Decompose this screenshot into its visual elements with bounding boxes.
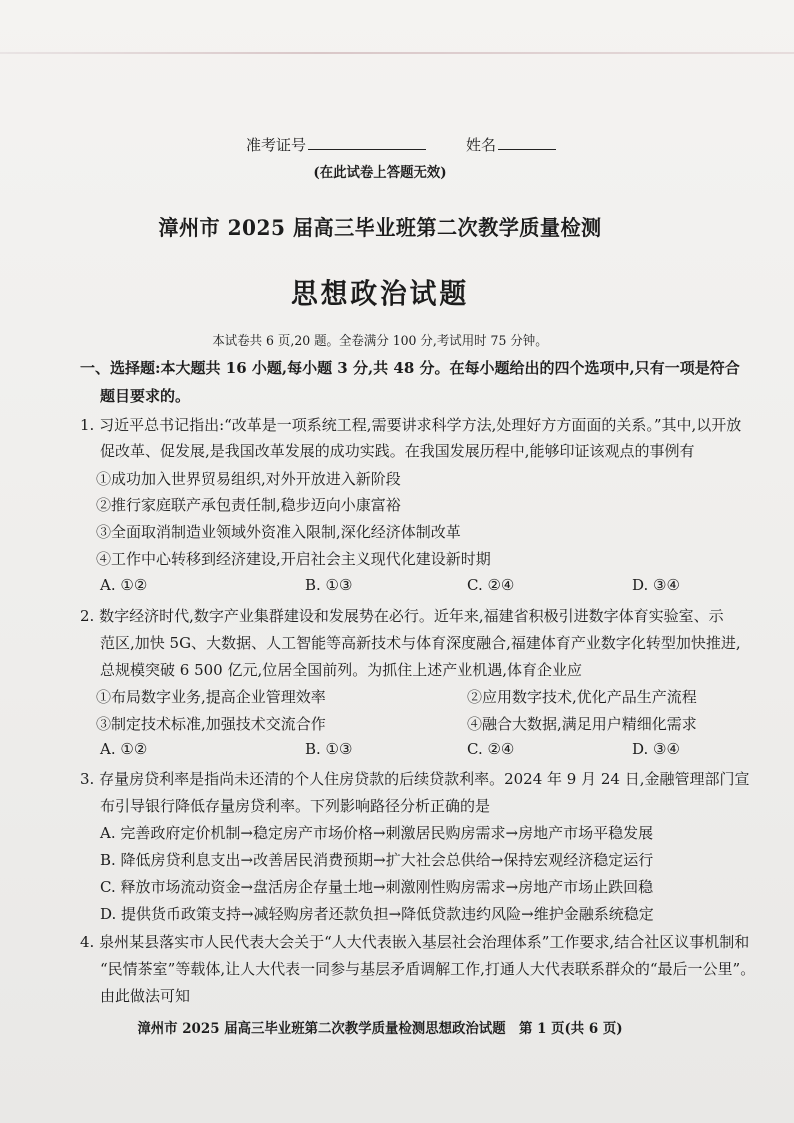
q2-statement-3: ③制定技术标准,加强技术交流合作 — [96, 715, 326, 733]
name-blank — [498, 135, 556, 150]
q4-stem-line3: 由此做法可知 — [100, 987, 191, 1005]
candidate-info-line — [246, 134, 556, 155]
page-top-edge — [0, 52, 794, 54]
q4-stem-line1: 4. 泉州某县落实市人民代表大会关于“人大代表嵌入基层社会治理体系”工作要求,结合社区议事机制和 — [80, 933, 750, 951]
exam-id-label: 准考证号 — [246, 136, 307, 154]
q2-statement-2: ②应用数字技术,优化产品生产流程 — [467, 688, 697, 706]
q3-option-b: B. 降低房贷利息支出→改善居民消费预期→扩大社会总供给→保持宏观经济稳定运行 — [100, 851, 654, 869]
q3-stem-line2: 布引导银行降低存量房贷利率。下列影响路径分析正确的是 — [100, 797, 491, 815]
exam-id-blank — [308, 135, 426, 150]
answer-notice: (在此试卷上答题无效) — [313, 165, 447, 181]
name-label: 姓名 — [466, 136, 497, 154]
q1-option-d: D. ③④ — [632, 576, 680, 594]
q1-stem-line2: 促改革、促发展,是我国改革发展的成功实践。在我国发展历程中,能够印证该观点的事例有 — [100, 442, 695, 460]
q2-option-d: D. ③④ — [632, 740, 680, 758]
q2-option-a: A. ①② — [100, 740, 148, 758]
q1-statement-2: ②推行家庭联产承包责任制,稳步迈向小康富裕 — [96, 496, 401, 514]
q2-option-c: C. ②④ — [467, 740, 515, 758]
q3-option-d: D. 提供货币政策支持→减轻购房者还款负担→降低贷款违约风险→维护金融系统稳定 — [100, 905, 654, 923]
q1-option-b: B. ①③ — [305, 576, 353, 594]
section-heading-line2: 题目要求的。 — [100, 387, 191, 405]
q1-stem-line1: 1. 习近平总书记指出:“改革是一项系统工程,需要讲求科学方法,处理好方方面面的关系。”其中,以开放 — [80, 416, 742, 434]
q1-statement-1: ①成功加入世界贸易组织,对外开放进入新阶段 — [96, 470, 401, 488]
q3-stem-line1: 3. 存量房贷利率是指尚未还清的个人住房贷款的后续贷款利率。2024 年 9 月 24 日,金融管理部门宣 — [80, 770, 750, 788]
q2-option-b: B. ①③ — [305, 740, 353, 758]
exam-title: 漳州市 2025 届高三毕业班第二次教学质量检测 — [158, 215, 602, 240]
q3-option-c: C. 释放市场流动资金→盘活房企存量土地→刺激刚性购房需求→房地产市场止跌回稳 — [100, 878, 654, 896]
subject-title: 思想政治试题 — [290, 277, 470, 310]
q1-option-c: C. ②④ — [467, 576, 515, 594]
q2-stem-line1: 2. 数字经济时代,数字产业集群建设和发展势在必行。近年来,福建省积极引进数字体育实验室、示 — [80, 607, 724, 625]
section-heading-line1: 一、选择题:本大题共 16 小题,每小题 3 分,共 48 分。在每小题给出的四个选项中,只有一项是符合 — [80, 359, 740, 377]
q2-stem-line2: 范区,加快 5G、大数据、人工智能等高新技术与体育深度融合,福建体育产业数字化转型加快推进, — [100, 634, 741, 652]
q4-stem-line2: “民情茶室”等载体,让人大代表一同参与基层矛盾调解工作,打通人大代表联系群众的“最后一公里”。 — [100, 960, 756, 978]
q1-statement-3: ③全面取消制造业领域外资准入限制,深化经济体制改革 — [96, 523, 461, 541]
q3-option-a: A. 完善政府定价机制→稳定房产市场价格→刺激居民购房需求→房地产市场平稳发展 — [100, 824, 654, 842]
q2-statement-1: ①布局数字业务,提高企业管理效率 — [96, 688, 326, 706]
q1-statement-4: ④工作中心转移到经济建设,开启社会主义现代化建设新时期 — [96, 550, 491, 568]
exam-info: 本试卷共 6 页,20 题。全卷满分 100 分,考试用时 75 分钟。 — [212, 334, 548, 349]
q1-option-a: A. ①② — [100, 576, 148, 594]
q2-statement-4: ④融合大数据,满足用户精细化需求 — [467, 715, 697, 733]
page-footer: 漳州市 2025 届高三毕业班第二次教学质量检测思想政治试题 第 1 页(共 6 页) — [137, 1021, 623, 1037]
q2-stem-line3: 总规模突破 6 500 亿元,位居全国前列。为抓住上述产业机遇,体育企业应 — [100, 661, 583, 679]
